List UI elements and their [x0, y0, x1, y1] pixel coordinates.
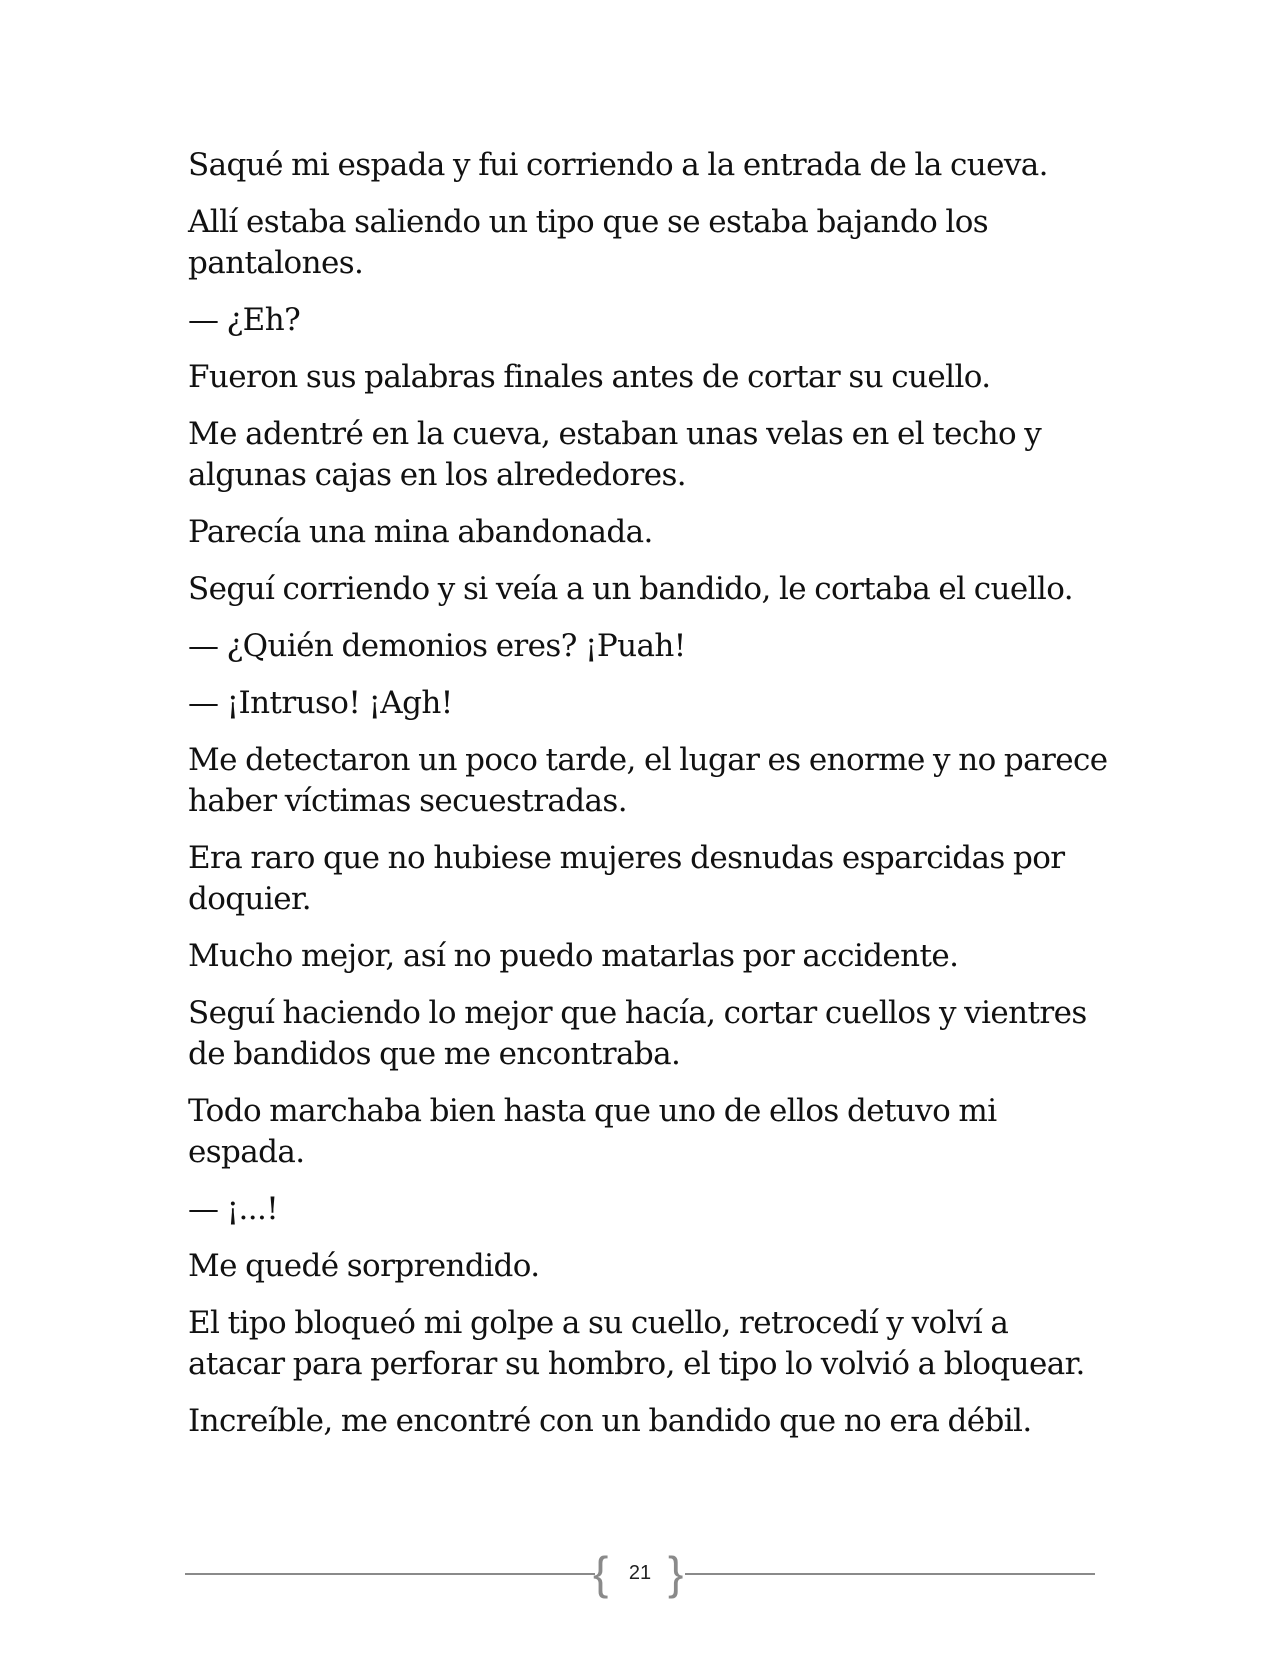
- page-body: [188, 145, 1108, 1458]
- page-footer: [185, 1548, 1095, 1598]
- paragraph: Todo marchaba bien hasta que uno de ellos detuvo mi espada.: [188, 1093, 997, 1170]
- paragraph: Me adentré en la cueva, estaban unas velas en el techo y algunas cajas en los alrededores.: [188, 416, 1042, 493]
- paragraph: Me quedé sorprendido.: [188, 1248, 540, 1284]
- paragraph: Allí estaba saliendo un tipo que se estaba bajando los pantalones.: [188, 204, 989, 281]
- paragraph: Era raro que no hubiese mujeres desnudas esparcidas por doquier.: [188, 840, 1065, 917]
- right-brace-icon: }: [668, 1547, 684, 1599]
- dialogue-line: — ¿Quién demonios eres? ¡Puah!: [188, 628, 686, 664]
- paragraph: Fueron sus palabras finales antes de cortar su cuello.: [188, 359, 991, 395]
- footer-divider-right: [685, 1573, 1095, 1575]
- dialogue-line: — ¡Intruso! ¡Agh!: [188, 685, 453, 721]
- paragraph: Seguí corriendo y si veía a un bandido, le cortaba el cuello.: [188, 571, 1074, 607]
- page-number: 21: [628, 1562, 652, 1584]
- paragraph: El tipo bloqueó mi golpe a su cuello, retrocedí y volví a atacar para perforar su hombro, el tipo lo volvió a bloquear.: [188, 1305, 1085, 1382]
- paragraph: Me detectaron un poco tarde, el lugar es enorme y no parece haber víctimas secuestradas.: [188, 742, 1108, 819]
- paragraph: Saqué mi espada y fui corriendo a la entrada de la cueva.: [188, 147, 1048, 183]
- paragraph: Parecía una mina abandonada.: [188, 514, 653, 550]
- paragraph: Seguí haciendo lo mejor que hacía, cortar cuellos y vientres de bandidos que me encontraba.: [188, 995, 1087, 1072]
- dialogue-line: — ¿Eh?: [188, 302, 301, 338]
- dialogue-line: — ¡...!: [188, 1191, 279, 1227]
- paragraph: Mucho mejor, así no puedo matarlas por accidente.: [188, 938, 959, 974]
- footer-divider-left: [185, 1573, 595, 1575]
- left-brace-icon: {: [593, 1547, 609, 1599]
- paragraph: Increíble, me encontré con un bandido que no era débil.: [188, 1403, 1032, 1439]
